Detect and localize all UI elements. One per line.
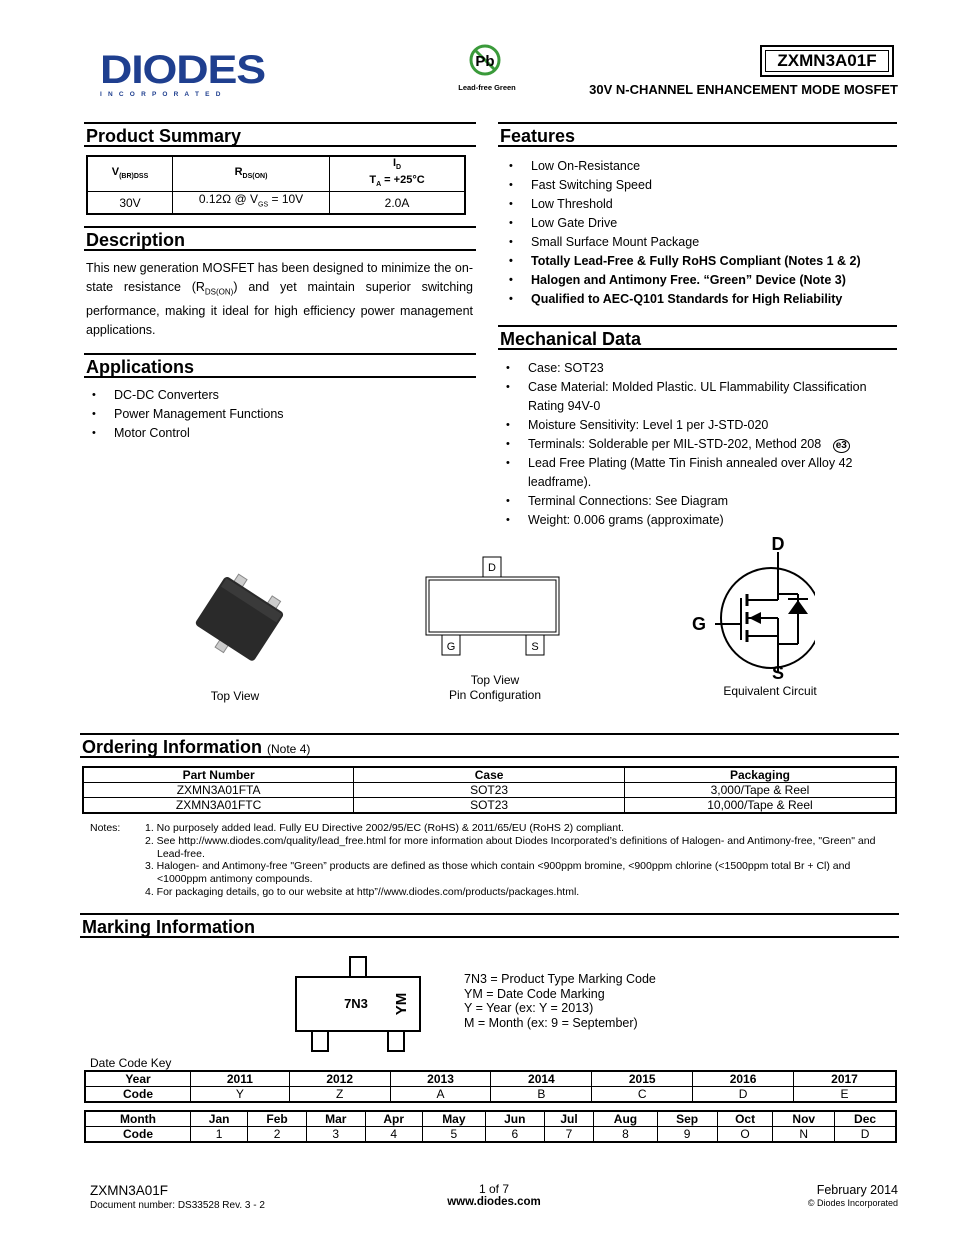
year-code-table xyxy=(84,1070,897,1103)
pin-d-label: D xyxy=(488,562,496,574)
table-row xyxy=(85,1127,896,1143)
cell: Jun xyxy=(485,1111,544,1127)
mechanical-title: Mechanical Data xyxy=(498,325,897,350)
e3-icon: e3 xyxy=(833,439,850,453)
cell: Feb xyxy=(248,1111,307,1127)
cell: 2015 xyxy=(592,1071,693,1087)
cell: 2016 xyxy=(693,1071,794,1087)
note-item: 1. No purposely added lead. Fully EU Directive 2002/95/EC (RoHS) & 2011/65/EU (RoHS 2) compliant. xyxy=(145,822,624,834)
list-item: • Motor Control xyxy=(86,424,466,443)
cell: 8 xyxy=(594,1127,657,1143)
circuit-caption: Equivalent Circuit xyxy=(723,684,817,698)
cell: ZXMN3A01FTA xyxy=(83,783,354,798)
cell: D xyxy=(835,1127,896,1143)
list-item: • Low Threshold xyxy=(503,195,897,214)
cell: 2 xyxy=(248,1127,307,1143)
list-item: • DC-DC Converters xyxy=(86,386,466,405)
list-item: • Terminals: Solderable per MIL-STD-202, Method 208 e3 xyxy=(500,435,897,454)
cell: 2013 xyxy=(390,1071,491,1087)
cell: Aug xyxy=(594,1111,657,1127)
cell: O xyxy=(717,1127,773,1143)
row-header: Month xyxy=(85,1111,191,1127)
cell: Z xyxy=(289,1087,390,1103)
equivalent-circuit-diagram xyxy=(685,532,815,682)
pin-caption-line-1: Top View xyxy=(470,673,520,687)
list-item: • Power Management Functions xyxy=(86,405,466,424)
logo-subtext: I N C O R P O R A T E D xyxy=(100,91,223,98)
cell: 2017 xyxy=(793,1071,896,1087)
features-list xyxy=(503,157,897,309)
legend-line: YM = Date Code Marking xyxy=(464,986,605,1001)
product-summary-title: Product Summary xyxy=(84,122,476,147)
list-item: • Weight: 0.006 grams (approximate) xyxy=(500,511,897,530)
cell: Nov xyxy=(773,1111,835,1127)
cell: Mar xyxy=(306,1111,365,1127)
cell: 3 xyxy=(306,1127,365,1143)
rds-value: 0.12Ω @ $V_{GS} = 10V$ xyxy=(173,192,330,214)
cell: Jan xyxy=(191,1111,248,1127)
lead-free-icon xyxy=(452,42,522,78)
list-item: • Case: SOT23 xyxy=(500,359,897,378)
footer-url[interactable]: www.diodes.com xyxy=(447,1196,541,1208)
pin-s-label: S xyxy=(531,641,539,653)
vbr-header: $V_{(BR)DSS}$ xyxy=(87,156,173,192)
rds-header: $R_{DS(ON)}$ xyxy=(173,156,330,192)
marking-code: 7N3 xyxy=(344,996,368,1011)
note-item: 4. For packaging details, go to our website at http”//www.diodes.com/products/packages.html. xyxy=(145,885,580,898)
package-caption: Top View xyxy=(210,689,260,703)
note-item: 2. See http://www.diodes.com/quality/lead_free.html for more information about Diodes Incorporated’s definitions of Halogen- and Antimony-free, "Green" and Lead-free. xyxy=(145,834,876,860)
col-header: Packaging xyxy=(624,767,896,783)
list-item: • Terminal Connections: See Diagram xyxy=(500,492,897,511)
cell: 2011 xyxy=(191,1071,290,1087)
circuit-s-label: S xyxy=(771,663,785,682)
col-header: Case xyxy=(354,767,625,783)
ordering-title: Ordering Information (Note 4) xyxy=(80,733,899,758)
cell: E xyxy=(793,1087,896,1103)
ordering-table xyxy=(82,766,897,814)
cell: 3,000/Tape & Reel xyxy=(624,783,896,798)
row-header: Code xyxy=(85,1087,191,1103)
cell: Oct xyxy=(717,1111,773,1127)
cell: 5 xyxy=(422,1127,485,1143)
list-item: • Low Gate Drive xyxy=(503,214,897,233)
mechanical-list xyxy=(500,359,897,530)
cell: A xyxy=(390,1087,491,1103)
list-item-continuation: Rating 94V-0 xyxy=(528,399,601,413)
cell: SOT23 xyxy=(354,798,625,814)
logo-text: DIODES xyxy=(100,48,266,92)
diodes-logo xyxy=(100,50,275,98)
id-header: $I_D$ $T_A = +25^\circ C$ xyxy=(330,156,466,192)
part-number-box xyxy=(760,45,894,77)
cell: 1 xyxy=(191,1127,248,1143)
table-row xyxy=(85,1111,896,1127)
legend-line: 7N3 = Product Type Marking Code xyxy=(464,972,656,986)
notes-label: Notes: xyxy=(90,822,121,834)
row-header: Year xyxy=(85,1071,191,1087)
cell: ZXMN3A01FTC xyxy=(83,798,354,814)
list-item-continuation: leadframe). xyxy=(528,475,592,489)
pin-configuration-diagram xyxy=(420,553,570,661)
cell: 9 xyxy=(657,1127,717,1143)
cell: 2014 xyxy=(491,1071,592,1087)
part-number: ZXMN3A01F xyxy=(762,47,892,75)
applications-title: Applications xyxy=(84,353,476,378)
footer-doc-number: Document number: DS33528 Rev. 3 - 2 xyxy=(90,1200,265,1211)
list-item: • Low On-Resistance xyxy=(503,157,897,176)
device-subtitle: 30V N-CHANNEL ENHANCEMENT MODE MOSFET xyxy=(589,82,898,97)
marking-title: Marking Information xyxy=(80,913,899,938)
circuit-g-label: G xyxy=(691,614,707,634)
marking-ym: YM xyxy=(393,992,410,1016)
marking-legend xyxy=(464,972,656,1030)
cell: 6 xyxy=(485,1127,544,1143)
table-row xyxy=(85,1071,896,1087)
list-item: • Halogen and Antimony Free. “Green” Device (Note 3) xyxy=(503,271,897,290)
cell: Y xyxy=(191,1087,290,1103)
row-header: Code xyxy=(85,1127,191,1143)
svg-text:Pb: Pb xyxy=(475,53,495,70)
cell: May xyxy=(422,1111,485,1127)
features-title: Features xyxy=(498,122,897,147)
vbr-value: 30V xyxy=(87,192,173,214)
description-title: Description xyxy=(84,226,476,251)
lead-free-badge xyxy=(452,42,522,92)
cell: Jul xyxy=(544,1111,594,1127)
applications-list xyxy=(86,386,466,443)
table-row xyxy=(83,798,896,814)
cell: Dec xyxy=(835,1111,896,1127)
col-header: Part Number xyxy=(83,767,354,783)
list-item: • Fast Switching Speed xyxy=(503,176,897,195)
description-text: This new generation MOSFET has been designed to minimize the on-state resistance $(R_{DS(ON)})$ and yet maintain superior switching performance, making it ideal for high efficiency power management applications. xyxy=(86,261,473,337)
cell: SOT23 xyxy=(354,783,625,798)
cell: D xyxy=(693,1087,794,1103)
cell: 10,000/Tape & Reel xyxy=(624,798,896,814)
pin-g-label: G xyxy=(446,641,456,653)
marking-diagram xyxy=(294,955,424,1055)
list-item: • Lead Free Plating (Matte Tin Finish annealed over Alloy 42 xyxy=(500,454,897,473)
circuit-d-label: D xyxy=(771,534,785,554)
list-item: • Case Material: Molded Plastic. UL Flammability Classification xyxy=(500,378,897,397)
footer-page: 1 of 7 xyxy=(478,1182,510,1196)
cell: Sep xyxy=(657,1111,717,1127)
id-value: 2.0A xyxy=(330,192,466,214)
cell: N xyxy=(773,1127,835,1143)
cell: B xyxy=(491,1087,592,1103)
footer-date: February 2014 xyxy=(816,1183,898,1197)
legend-line: M = Month (ex: 9 = September) xyxy=(464,1015,638,1030)
cell: 7 xyxy=(544,1127,594,1143)
table-row xyxy=(85,1087,896,1103)
product-summary-table xyxy=(86,155,466,215)
cell: 4 xyxy=(365,1127,422,1143)
cell: 2012 xyxy=(289,1071,390,1087)
list-item: • Totally Lead-Free & Fully RoHS Compliant (Notes 1 & 2) xyxy=(503,252,897,271)
cell: C xyxy=(592,1087,693,1103)
pin-caption xyxy=(420,673,570,703)
notes-list xyxy=(145,822,895,899)
footer-copyright: © Diodes Incorporated xyxy=(807,1198,898,1208)
list-item: • Small Surface Mount Package xyxy=(503,233,897,252)
note-item: 3. Halogen- and Antimony-free "Green” products are defined as those which contain <900ppm bromine, <900ppm chlorine (<1500ppm total Br + Cl) and <1000ppm antimony compounds. xyxy=(145,860,851,886)
cell: Apr xyxy=(365,1111,422,1127)
list-item: • Moisture Sensitivity: Level 1 per J-STD-020 xyxy=(500,416,897,435)
month-code-table xyxy=(84,1110,897,1143)
lead-free-label: Lead-free Green xyxy=(458,83,516,92)
legend-line: Y = Year (ex: Y = 2013) xyxy=(464,1001,594,1015)
pin-caption-line-2: Pin Configuration xyxy=(448,688,542,702)
footer-part: ZXMN3A01F xyxy=(90,1183,169,1198)
table-row xyxy=(83,783,896,798)
date-code-key-label: Date Code Key xyxy=(90,1056,172,1070)
list-item: • Qualified to AEC-Q101 Standards for High Reliability xyxy=(503,290,897,309)
sot23-package-image xyxy=(190,570,290,665)
